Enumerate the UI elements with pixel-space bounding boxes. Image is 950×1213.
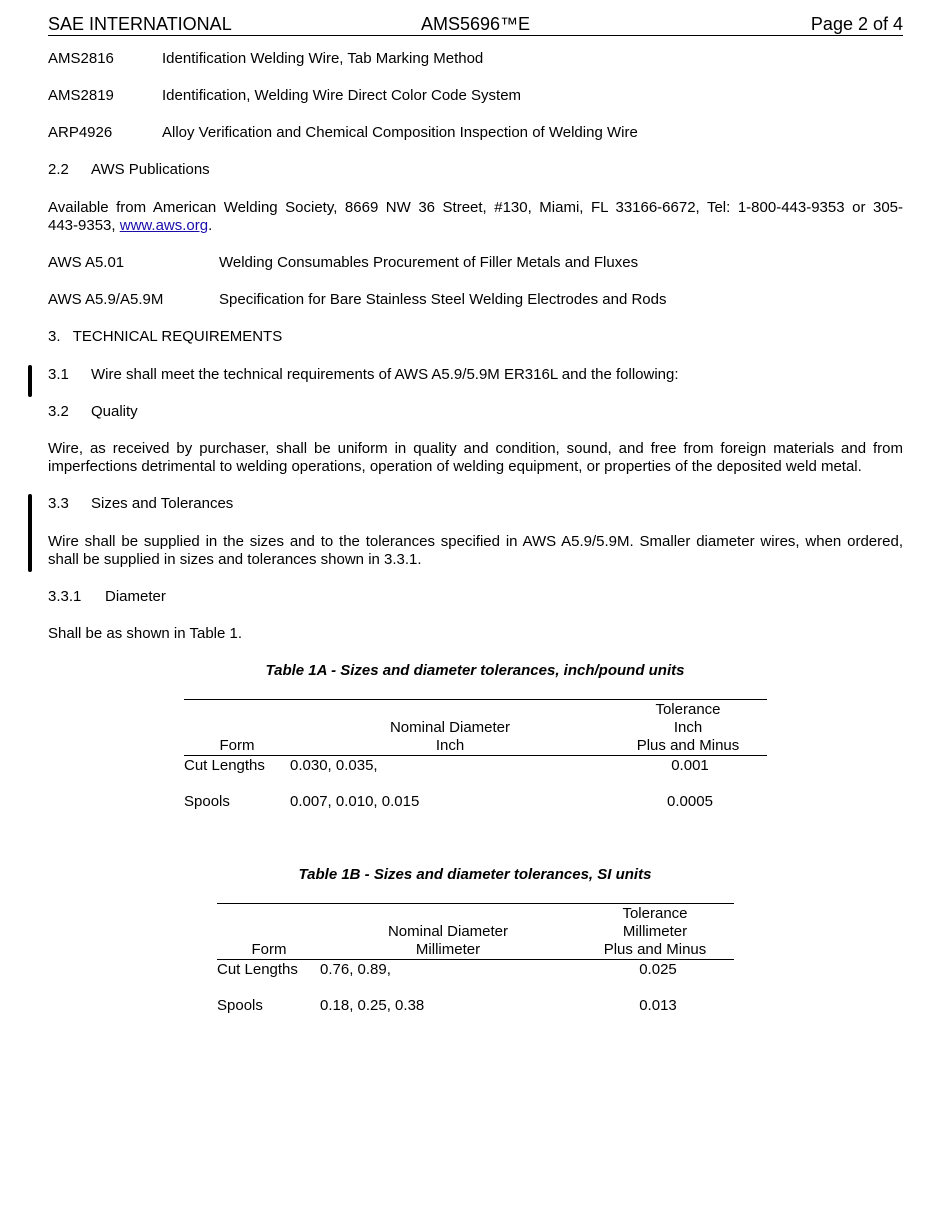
- section-heading: AWS Publications: [91, 161, 210, 178]
- aws-doc-code: AWS A5.01: [48, 254, 125, 271]
- table-cell: Cut Lengths: [184, 757, 265, 774]
- section-text: Wire shall meet the technical requirements of AWS A5.9/5.9M ER316L and the following:: [91, 366, 679, 383]
- paragraph-line: Wire shall be supplied in the sizes and to the tolerances specified in AWS A5.9/5.9M. Smaller diameter wires, when ordered,: [48, 533, 903, 550]
- reference-code: AMS2816: [48, 50, 114, 67]
- section-number: 3.3: [48, 495, 69, 512]
- table-header-cell: Tolerance: [655, 701, 721, 718]
- section-text: Shall be as shown in Table 1.: [48, 625, 243, 642]
- table-rule: [184, 699, 767, 700]
- page-header: [48, 13, 903, 36]
- aws-availability-paragraph: [48, 199, 903, 235]
- table-cell: 0.013: [639, 997, 677, 1014]
- table-header-cell: Millimeter: [622, 923, 688, 940]
- reference-code: AMS2819: [48, 87, 114, 104]
- reference-title: Alloy Verification and Chemical Composition Inspection of Welding Wire: [162, 124, 638, 141]
- aws-doc-title: Welding Consumables Procurement of Filler Metals and Fluxes: [219, 254, 639, 271]
- table-header-cell: Form: [219, 737, 255, 754]
- paragraph-text: 443-9353,: [48, 217, 120, 234]
- table-header-cell: Millimeter: [415, 941, 481, 958]
- table-header-cell: Inch: [673, 719, 703, 736]
- paragraph-line: Wire, as received by purchaser, shall be uniform in quality and condition, sound, and free from foreign materials and from: [48, 440, 903, 457]
- table-header-cell: Inch: [435, 737, 465, 754]
- paragraph-line: [48, 217, 903, 235]
- table-cell: 0.76, 0.89,: [320, 961, 391, 978]
- table-header-cell: Nominal Diameter: [389, 719, 511, 736]
- section-heading: Quality: [91, 403, 138, 420]
- header-doc-number: AMS5696™E: [420, 14, 531, 34]
- quality-paragraph: [48, 440, 903, 476]
- aws-website-link[interactable]: www.aws.org: [119, 217, 209, 234]
- paragraph-text: .: [208, 217, 213, 234]
- section-number: 2.2: [48, 161, 69, 178]
- change-bar: [28, 365, 32, 397]
- table-1a-caption: Table 1A - Sizes and diameter tolerances, inch/pound units: [265, 662, 685, 679]
- table-cell: 0.0005: [667, 793, 713, 810]
- table-cell: Cut Lengths: [217, 961, 298, 978]
- change-bar: [28, 494, 32, 572]
- aws-doc-title: Specification for Bare Stainless Steel Welding Electrodes and Rods: [219, 291, 667, 308]
- paragraph-line: Available from American Welding Society, 8669 NW 36 Street, #130, Miami, FL 33166-6672, Tel: 1-800-443-9353 or 305-: [48, 199, 903, 216]
- sizes-paragraph: [48, 533, 903, 569]
- reference-title: Identification Welding Wire, Tab Marking Method: [162, 50, 484, 67]
- table-cell: Spools: [184, 793, 230, 810]
- section-number: 3.2: [48, 403, 69, 420]
- table-cell: Spools: [217, 997, 263, 1014]
- paragraph-line: imperfections detrimental to welding operations, operation of welding equipment, or properties of the deposited weld metal.: [48, 458, 862, 475]
- paragraph-line: shall be supplied in sizes and tolerances shown in 3.3.1.: [48, 551, 422, 568]
- section-heading: 3. TECHNICAL REQUIREMENTS: [48, 328, 283, 345]
- section-number: 3.3.1: [48, 588, 82, 605]
- table-1b-caption: Table 1B - Sizes and diameter tolerances, SI units: [298, 866, 652, 883]
- table-cell: 0.18, 0.25, 0.38: [320, 997, 425, 1014]
- table-cell: 0.007, 0.010, 0.015: [290, 793, 420, 810]
- table-header-cell: Plus and Minus: [603, 941, 707, 958]
- section-number: 3.1: [48, 366, 69, 383]
- table-header-cell: Plus and Minus: [636, 737, 740, 754]
- section-heading: Sizes and Tolerances: [91, 495, 234, 512]
- header-page-number: Page 2 of 4: [810, 14, 903, 34]
- reference-code: ARP4926: [48, 124, 113, 141]
- table-cell: 0.030, 0.035,: [290, 757, 378, 774]
- table-rule: [217, 903, 734, 904]
- aws-doc-code: AWS A5.9/A5.9M: [48, 291, 164, 308]
- table-cell: 0.025: [639, 961, 677, 978]
- header-org: SAE INTERNATIONAL: [48, 14, 232, 34]
- table-header-cell: Nominal Diameter: [387, 923, 509, 940]
- table-header-cell: Form: [251, 941, 287, 958]
- table-rule: [184, 755, 767, 756]
- table-rule: [217, 959, 734, 960]
- table-header-cell: Tolerance: [622, 905, 688, 922]
- table-cell: 0.001: [671, 757, 709, 774]
- section-heading: Diameter: [105, 588, 166, 605]
- reference-title: Identification, Welding Wire Direct Color Code System: [162, 87, 522, 104]
